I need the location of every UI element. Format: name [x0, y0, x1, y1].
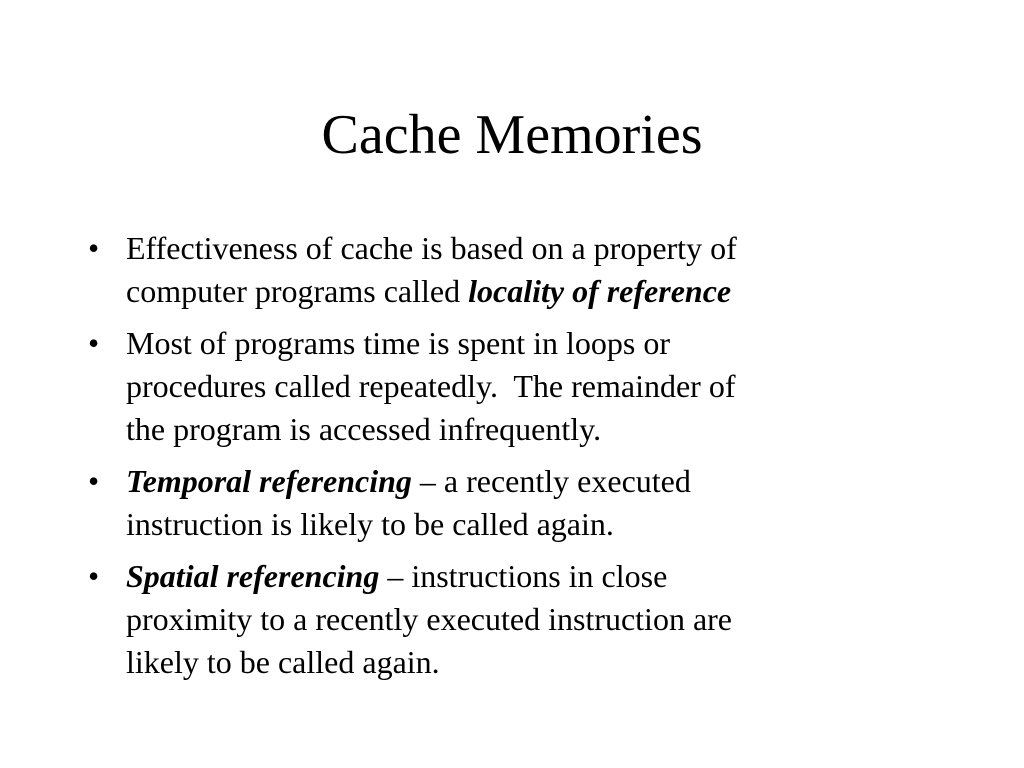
bullet-dot: •: [88, 325, 100, 361]
bullet-text: the program is accessed infrequently.: [126, 411, 602, 447]
bullet-line: [126, 322, 670, 364]
bullet-text: Most of programs time is spent in loops or: [126, 325, 670, 361]
bullet-dot: •: [88, 463, 100, 499]
bullet-text: procedures called repeatedly. The remainder of: [126, 368, 736, 404]
bullet-line: [126, 641, 440, 683]
bullet-dot: •: [88, 230, 100, 266]
bullet-text: likely to be called again.: [126, 644, 440, 680]
bullet-text: – instructions in close: [379, 558, 668, 594]
bullet-line: [126, 270, 731, 312]
bullet-text: proximity to a recently executed instruction are: [126, 601, 732, 637]
bullet-line: [126, 408, 601, 450]
bullet-text: – a recently executed: [411, 463, 691, 499]
bullet-line: [126, 460, 691, 502]
slide-title: Cache Memories: [321, 104, 703, 166]
bullet-text: instruction is likely to be called again.: [126, 506, 614, 542]
bullet-text: computer programs called: [126, 273, 469, 309]
bullet-line: [126, 503, 614, 545]
bullet-line: [126, 598, 732, 640]
bullet-line: [126, 365, 735, 407]
emphasized-term: locality of reference: [468, 273, 732, 309]
bullet-line: [126, 227, 737, 269]
emphasized-term: Spatial referencing: [126, 558, 380, 594]
bullet-text: Effectiveness of cache is based on a property of: [126, 230, 737, 266]
bullet-line: [126, 555, 667, 597]
emphasized-term: Temporal referencing: [126, 463, 412, 499]
bullet-dot: •: [88, 558, 100, 594]
